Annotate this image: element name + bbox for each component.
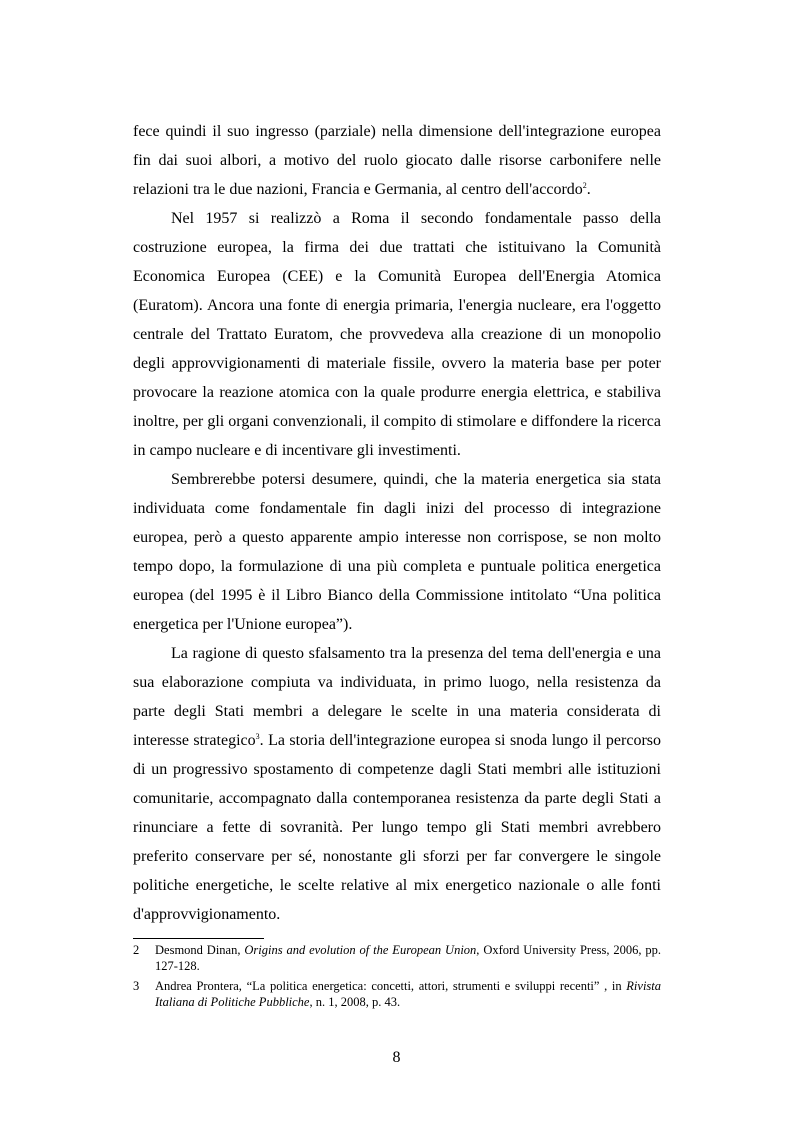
footnote-separator xyxy=(133,938,264,939)
paragraph-4 xyxy=(133,639,661,929)
footnote-title: Rivista Italiana di Politiche Pubbliche xyxy=(155,979,662,1009)
paragraph-2 xyxy=(133,204,661,465)
paragraph-4-text: La ragione di questo sfalsamento tra la presenza del tema dell'energia e una sua elaborazione compiuta va individuata, in primo luogo, nella resistenza da parte degli Stati membri a delegare le scelte in una materia considerata di interesse strategico xyxy=(133,645,661,749)
paragraph-4-tail: . La storia dell'integrazione europea si snoda lungo il percorso di un progressivo spostamento di competenze dagli Stati membri alle istituzioni comunitarie, accompagnato dalla contemporanea resistenza da parte degli Stati a rinunciare a fette di sovranità. Per lungo tempo gli Stati membri avrebbero preferito conservare per sé, nonostante gli sforzi per far convergere le singole politiche energetiche, le scelte relative al mix energetico nazionale o alle fonti d'approvvigionamento. xyxy=(133,732,662,923)
footnote-ref-2[interactable]: 2 xyxy=(582,181,587,190)
footnote-details: , n. 1, 2008, p. 43. xyxy=(309,995,401,1009)
footnote-ref-3[interactable]: 3 xyxy=(255,732,260,741)
footnote-2 xyxy=(133,942,661,974)
paragraph-1 xyxy=(133,117,661,204)
paragraph-2-text: Nel 1957 si realizzò a Roma il secondo fondamentale passo della costruzione europea, la firma dei due trattati che istituivano la Comunità Economica Europea (CEE) e la Comunità Europea dell'Energia Atomica (Euratom). Ancora una fonte di energia primaria, l'energia nucleare, era l'oggetto centrale del Trattato Euratom, che provvedeva alla creazione di un monopolio degli approvvigionamenti di materiale fissile, ovvero la materia base per poter provocare la reazione atomica con la quale produrre energia elettrica, e stabiliva inoltre, per gli organi convenzionali, il compito di stimolare e diffondere la ricerca in campo nucleare e di incentivare gli investimenti. xyxy=(133,210,661,459)
page-number: 8 xyxy=(392,1049,401,1066)
footnote-author: Andrea Prontera, “La politica energetica: concetti, attori, strumenti e sviluppi recenti” , in xyxy=(155,979,622,993)
paragraph-3-text: Sembrerebbe potersi desumere, quindi, che la materia energetica sia stata individuata come fondamentale fin dagli inizi del processo di integrazione europea, però a questo apparente ampio interesse non corrispose, se non molto tempo dopo, la formulazione di una più completa e puntuale politica energetica europea (del 1995 è il Libro Bianco della Commissione intitolato “Una politica energetica per l'Unione europea”). xyxy=(133,471,661,633)
footnote-number: 3 xyxy=(133,979,140,993)
body-text xyxy=(133,117,661,929)
footnote-author: Desmond Dinan, xyxy=(155,943,241,957)
paragraph-1-tail: . xyxy=(586,181,591,198)
footnote-3 xyxy=(133,978,661,1010)
footnote-title: Origins and evolution of the European Union xyxy=(244,943,477,957)
footnotes xyxy=(133,942,661,1014)
paragraph-3 xyxy=(133,465,661,639)
footnote-details: , Oxford University Press, 2006, pp. 127-128. xyxy=(155,943,662,973)
paragraph-1-text: fece quindi il suo ingresso (parziale) nella dimensione dell'integrazione europea fin dai suoi albori, a motivo del ruolo giocato dalle risorse carbonifere nelle relazioni tra le due nazioni, Francia e Germania, al centro dell'accordo xyxy=(133,123,661,198)
footnote-number: 2 xyxy=(133,943,140,957)
